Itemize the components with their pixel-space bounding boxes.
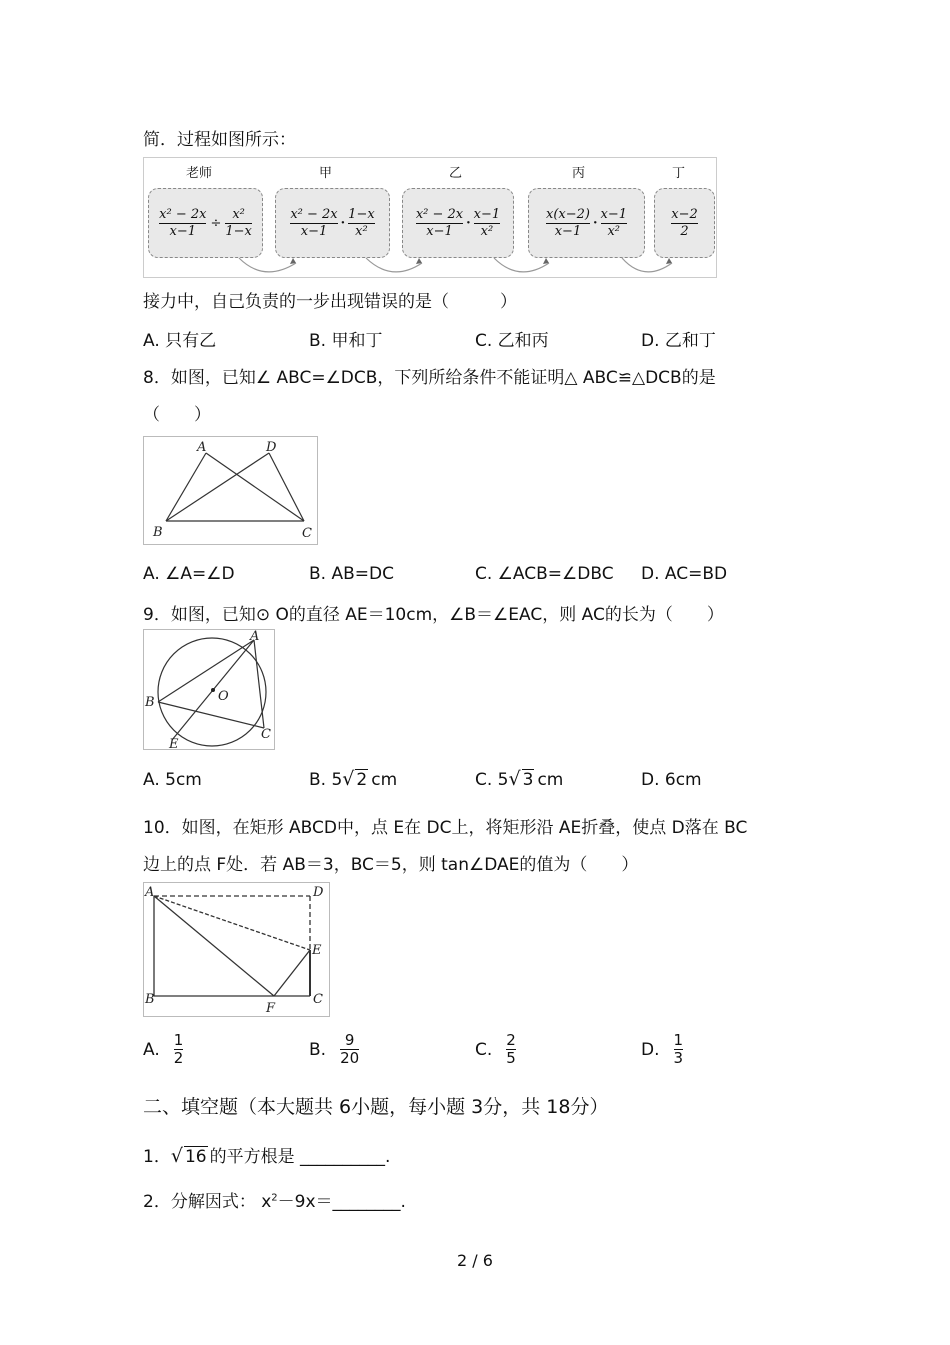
q8-option-b: B. AB=DC (309, 564, 394, 584)
center-dot (211, 688, 215, 692)
label-c: C (313, 992, 323, 1007)
q9-option-a: A. 5cm (143, 770, 202, 790)
segment-ba (158, 640, 254, 702)
q7-option-c: C. 乙和丙 (475, 331, 549, 351)
label-o: O (218, 689, 229, 704)
label-a: A (197, 440, 207, 455)
q10-option-a: A. $\frac{1}{2}$ (143, 1031, 184, 1068)
relay-label-yi: 乙 (449, 166, 463, 181)
relay-label-ding: 丁 (672, 166, 686, 181)
segment-bd (166, 453, 269, 521)
relay-step-yi: x² − 2x x−1 · x−1 x² (402, 188, 514, 258)
label-a: A (250, 630, 260, 644)
q8-option-c: C. ∠ACB=∠DBC (475, 564, 614, 584)
q9-text: 9．如图，已知⊙ O的直径 AE＝10cm，∠B＝∠EAC，则 AC的长为（ ） (143, 605, 724, 625)
label-e: E (169, 737, 179, 749)
relay-step-ding: x−2 2 (654, 188, 715, 258)
segment-ac (254, 640, 264, 728)
q7-option-d: D. 乙和丁 (641, 331, 716, 351)
q9-diagram (144, 630, 274, 749)
relay-arrows (144, 158, 716, 277)
arrowhead-3 (543, 258, 549, 264)
arrow-4 (622, 258, 672, 272)
arrow-2 (366, 258, 422, 272)
label-d: D (313, 885, 324, 900)
intro-line: 简．过程如图所示： (143, 130, 296, 150)
arrow-1 (239, 258, 296, 272)
relay-label-bing: 丙 (572, 166, 586, 181)
label-b: B (145, 992, 155, 1007)
relay-label-jia: 甲 (319, 166, 333, 181)
q10-line2: 边上的点 F处．若 AB＝3，BC＝5，则 tan∠DAE的值为（ ） (143, 855, 639, 875)
q8-option-a: A. ∠A=∠D (143, 564, 235, 584)
q10-figure (143, 882, 330, 1017)
q10-option-b: B. $\frac{9}{20}$ (309, 1031, 360, 1068)
relay-figure (143, 157, 717, 278)
segment-af (154, 896, 274, 996)
q8-diagram (144, 437, 317, 544)
arrow-3 (494, 258, 549, 272)
q10-option-c: C. $\frac{2}{5}$ (475, 1031, 516, 1068)
relay-label-teacher: 老师 (186, 166, 213, 181)
q10-option-d: D. $\frac{1}{3}$ (641, 1031, 684, 1068)
q9-figure (143, 629, 275, 750)
label-b: B (145, 695, 155, 710)
fill-question-2: 2．分解因式： $x^2-9x=\_\_\_\_\_\_\_\_$. (143, 1192, 406, 1212)
q8-paren: （ ） (143, 405, 211, 425)
q9-option-d: D. 6cm (641, 770, 702, 790)
label-e: E (312, 943, 322, 958)
label-c: C (302, 526, 312, 541)
relay-step-bing: x(x−2) x−1 · x−1 x² (528, 188, 645, 258)
relay-step-jia: x² − 2x x−1 · 1−x x² (275, 188, 390, 258)
segment-bc (158, 702, 264, 728)
q9-option-c: C. 5√ 3 cm (475, 768, 564, 790)
q10-diagram (144, 883, 329, 1016)
segment-ac (206, 453, 304, 521)
relay-step-teacher: x² − 2x x−1 ÷ x² 1−x (148, 188, 263, 258)
label-b: B (153, 525, 163, 540)
section2-heading: 二、填空题（本大题共 6小题，每小题 3分，共 18分） (143, 1096, 609, 1118)
arrowhead-1 (290, 258, 296, 264)
label-d: D (266, 440, 277, 455)
label-c: C (261, 727, 271, 742)
fill-question-1: 1．√ 16 的平方根是 __________. (143, 1145, 391, 1167)
label-a: A (145, 885, 155, 900)
page-number: 2 / 6 (457, 1251, 493, 1270)
q8-figure (143, 436, 318, 545)
q10-line1: 10．如图，在矩形 ABCD中，点 E在 DC上，将矩形沿 AE折叠，使点 D落在 BC (143, 818, 748, 838)
arrowhead-4 (666, 258, 672, 264)
segment-fe (274, 950, 310, 996)
q9-option-b: B. 5√ 2 cm (309, 768, 398, 790)
arrowhead-2 (416, 258, 422, 264)
segment-dc (269, 453, 304, 521)
q7-tail: 接力中，自己负责的一步出现错误的是（ ） (143, 292, 517, 312)
q7-option-b: B. 甲和丁 (309, 331, 383, 351)
q7-option-a: A. 只有乙 (143, 331, 217, 351)
q8-option-d: D. AC=BD (641, 564, 728, 584)
q8-text: 8．如图，已知∠ ABC=∠DCB，下列所给条件不能证明△ ABC≌△DCB的是 (143, 368, 716, 388)
fold-ae (154, 896, 310, 950)
label-f: F (266, 1001, 276, 1016)
segment-ba (166, 453, 206, 521)
